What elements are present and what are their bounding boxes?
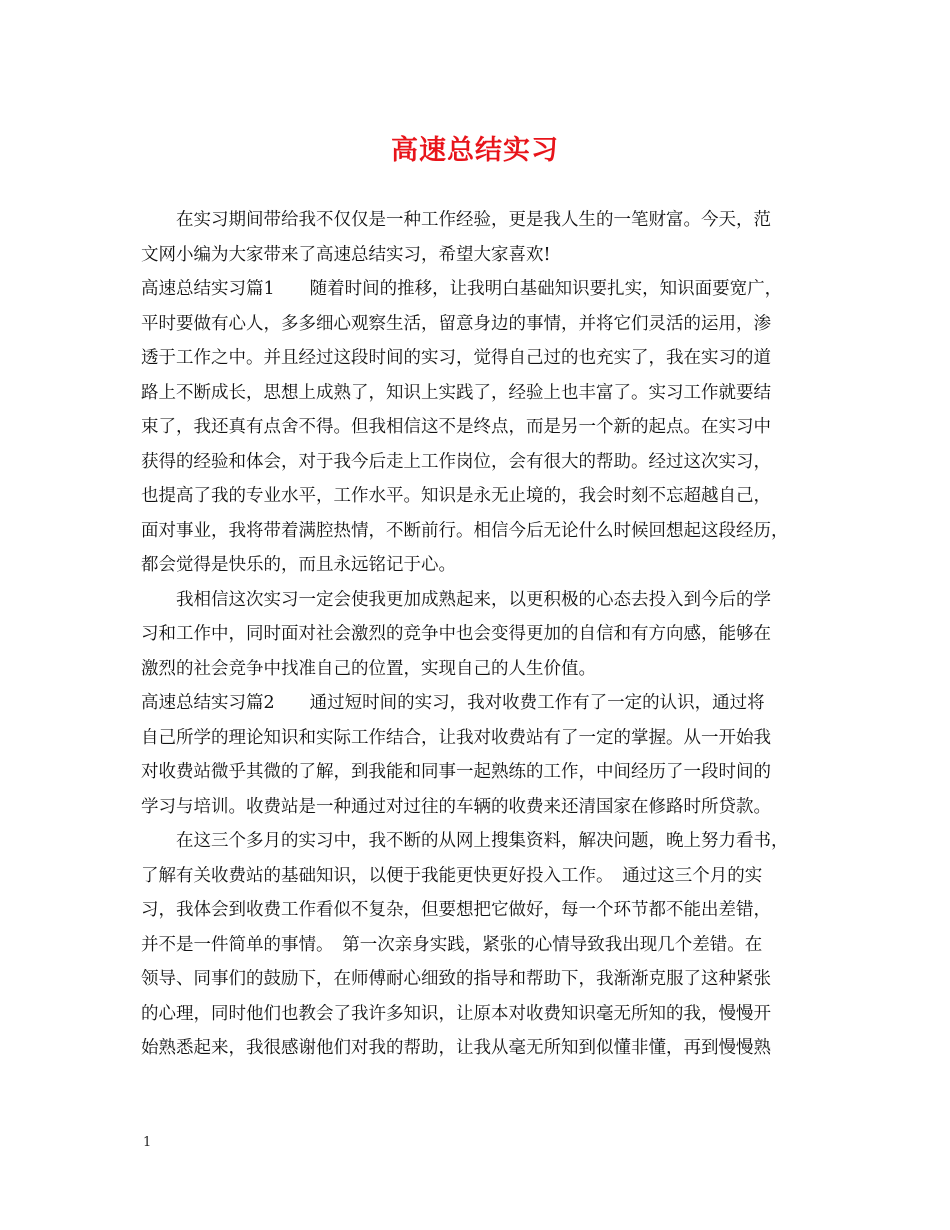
text-line: 我相信这次实习一定会使我更加成熟起来，以更积极的心态去投入到今后的学 <box>176 589 771 610</box>
page-number: 1 <box>143 1135 152 1150</box>
text-line: 高速总结实习篇1 随着时间的推移，让我明白基础知识要扎实，知识面要宽广， <box>141 279 783 299</box>
text-line: 在实习期间带给我不仅仅是一种工作经验，更是我人生的一笔财富。今天，范 <box>176 210 771 230</box>
text-line: 都会觉得是快乐的，而且永远铭记于心。 <box>141 555 456 575</box>
text-line: 束了，我还真有点舍不得。但我相信这不是终点，而是另一个新的起点。在实习中 <box>141 417 771 437</box>
text-line: 激烈的社会竞争中找准自己的位置，实现自己的人生价值。 <box>141 658 596 679</box>
text-line: 高速总结实习篇2 通过短时间的实习，我对收费工作有了一定的认识，通过将 <box>141 693 765 713</box>
text-line: 文网小编为大家带来了高速总结实习，希望大家喜欢! <box>141 244 551 265</box>
document-title: 高速总结实习 <box>391 135 559 166</box>
text-line: 面对事业，我将带着满腔热情，不断前行。相信今后无论什么时候回想起这段经历， <box>141 520 789 541</box>
text-line: 自己所学的理论知识和实际工作结合，让我对收费站有了一定的掌握。从一开始我 <box>141 727 771 748</box>
text-line: 透于工作之中。并且经过这段时间的实习，觉得自己过的也充实了，我在实习的道 <box>141 348 771 368</box>
text-line: 了解有关收费站的基础知识，以便于我能更快更好投入工作。 通过这三个月的实 <box>141 865 763 886</box>
text-line: 平时要做有心人，多多细心观察生活，留意身边的事情，并将它们灵活的运用，渗 <box>141 313 771 334</box>
text-line: 获得的经验和体会，对于我今后走上工作岗位，会有很大的帮助。经过这次实习， <box>141 451 771 472</box>
text-line: 并不是一件简单的事情。 第一次亲身实践，紧张的心情导致我出现几个差错。在 <box>141 934 763 955</box>
text-line: 学习与培训。收费站是一种通过对过往的车辆的收费来还清国家在修路时所贷款。 <box>141 796 771 817</box>
document-body <box>141 203 821 1066</box>
text-line: 习和工作中，同时面对社会激烈的竞争中也会变得更加的自信和有方向感，能够在 <box>141 624 771 644</box>
text-line: 对收费站微乎其微的了解，到我能和同事一起熟练的工作，中间经历了一段时间的 <box>141 762 771 782</box>
text-line: 在这三个多月的实习中，我不断的从网上搜集资料，解决问题，晚上努力看书， <box>176 831 789 851</box>
text-line: 也提高了我的专业水平，工作水平。知识是永无止境的，我会时刻不忘超越自己， <box>141 486 771 506</box>
text-line: 始熟悉起来，我很感谢他们对我的帮助，让我从毫无所知到似懂非懂，再到慢慢熟 <box>141 1038 771 1058</box>
text-line: 的心理，同时他们也教会了我许多知识，让原本对收费知识毫无所知的我，慢慢开 <box>141 1003 771 1024</box>
text-line: 路上不断成长，思想上成熟了，知识上实践了，经验上也丰富了。实习工作就要结 <box>141 382 771 403</box>
text-line: 领导、同事们的鼓励下，在师傅耐心细致的指导和帮助下，我渐渐克服了这种紧张 <box>141 969 771 989</box>
text-line: 习，我体会到收费工作看似不复杂，但要想把它做好，每一个环节都不能出差错， <box>141 900 771 920</box>
